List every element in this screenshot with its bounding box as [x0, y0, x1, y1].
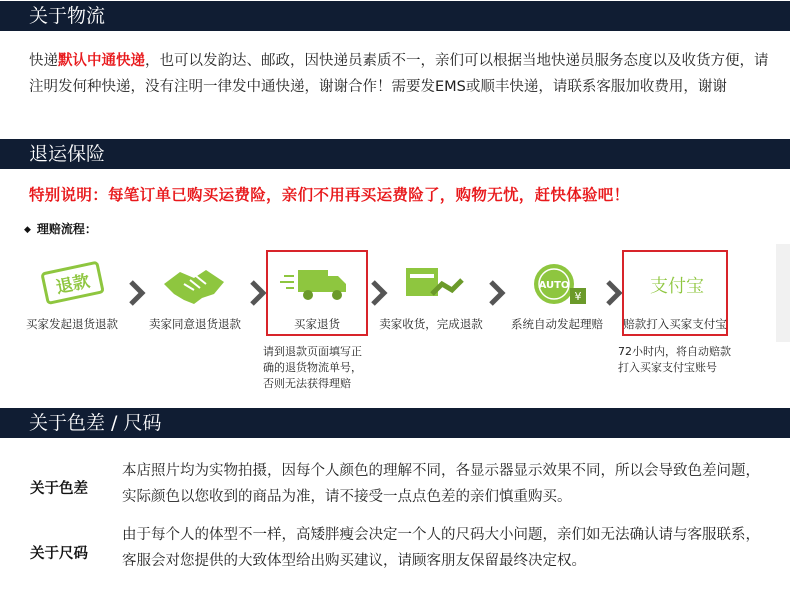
- claim-step-1: [17, 248, 127, 338]
- delivery-truck-icon: [276, 254, 358, 316]
- claim-step-3-label: 买家退货: [294, 317, 340, 331]
- package-received-icon: [390, 254, 472, 316]
- logistics-text: [29, 48, 769, 100]
- return-note-line-3: 否则无法获得理赔: [263, 377, 351, 390]
- claim-step-1-label: 买家发起退货退款: [26, 317, 118, 331]
- claim-step-3: [266, 248, 376, 338]
- claim-step-4-label: 卖家收货，完成退款: [379, 317, 483, 331]
- claim-step-4: [376, 248, 486, 338]
- insurance-title: 退运保险: [29, 143, 106, 165]
- color-size-header: [0, 408, 790, 438]
- alipay-icon-text: 支付宝: [650, 276, 704, 297]
- alipay-note-line-2: 打入买家支付宝账号: [618, 361, 717, 374]
- claim-flow-title: [24, 220, 97, 237]
- refund-stamp-icon: [31, 254, 113, 316]
- size-label: 关于尺码: [30, 546, 88, 562]
- alipay-note: [618, 344, 758, 376]
- color-size-title: 关于色差 / 尺码: [29, 412, 162, 434]
- logistics-title: 关于物流: [29, 5, 106, 27]
- size-text: 由于每个人的体型不一样，高矮胖瘦会决定一个人的尺码大小问题，亲们如无法确认请与客服联系，客服会对您提供的大致体型给出购买建议，请顾客朋友保留最终决定权。: [122, 527, 760, 569]
- insurance-notice: 特别说明：每笔订单已购买运费险，亲们不用再买运费险了，购物无忧，赶快体验吧！: [29, 186, 630, 204]
- claim-step-2-label: 卖家同意退货退款: [149, 317, 241, 331]
- logistics-header: [0, 1, 790, 31]
- logistics-text-prefix: 快递: [29, 53, 58, 69]
- claim-step-6-label: 赔款打入买家支付宝: [623, 317, 727, 331]
- insurance-header: [0, 139, 790, 169]
- alipay-note-line-1: 72小时内，将自动赔款: [618, 345, 731, 358]
- claim-step-5-label: 系统自动发起理赔: [511, 317, 603, 331]
- return-note-line-2: 确的退货物流单号，: [263, 361, 362, 374]
- default-courier-highlight: 默认中通快递: [58, 53, 145, 69]
- diamond-bullet-icon: ◆: [24, 225, 31, 235]
- claim-flow-title-text: 理赔流程：: [36, 222, 97, 236]
- side-panel-strip: [776, 244, 790, 342]
- auto-coin-icon: [516, 254, 598, 316]
- handshake-icon: [154, 254, 236, 316]
- return-note-line-1: 请到退款页面填写正: [263, 345, 362, 358]
- claim-step-2: [140, 248, 250, 338]
- claim-step-6: [622, 248, 732, 338]
- return-note: [263, 344, 383, 392]
- logistics-text-rest: ，也可以发韵达、邮政，因快递员素质不一，亲们可以根据当地快递员服务态度以及收货方便，请注明发何种快递，没有注明一律发中通快递，谢谢合作！需要发EMS或顺丰快递，请联系客服加收费用，谢谢: [29, 53, 769, 95]
- auto-coin-text: AUTO: [538, 280, 570, 291]
- svg-text:¥: ¥: [574, 290, 582, 303]
- color-text: 本店照片均为实物拍摄，因每个人颜色的理解不同，各显示器显示效果不同，所以会导致色差问题，实际颜色以您收到的商品为准，请不接受一点点色差的亲们慎重购买。: [122, 463, 760, 505]
- refund-stamp-text: 退款: [54, 271, 92, 299]
- color-label: 关于色差: [30, 481, 88, 497]
- claim-step-5: [502, 248, 612, 338]
- alipay-icon: [636, 254, 718, 316]
